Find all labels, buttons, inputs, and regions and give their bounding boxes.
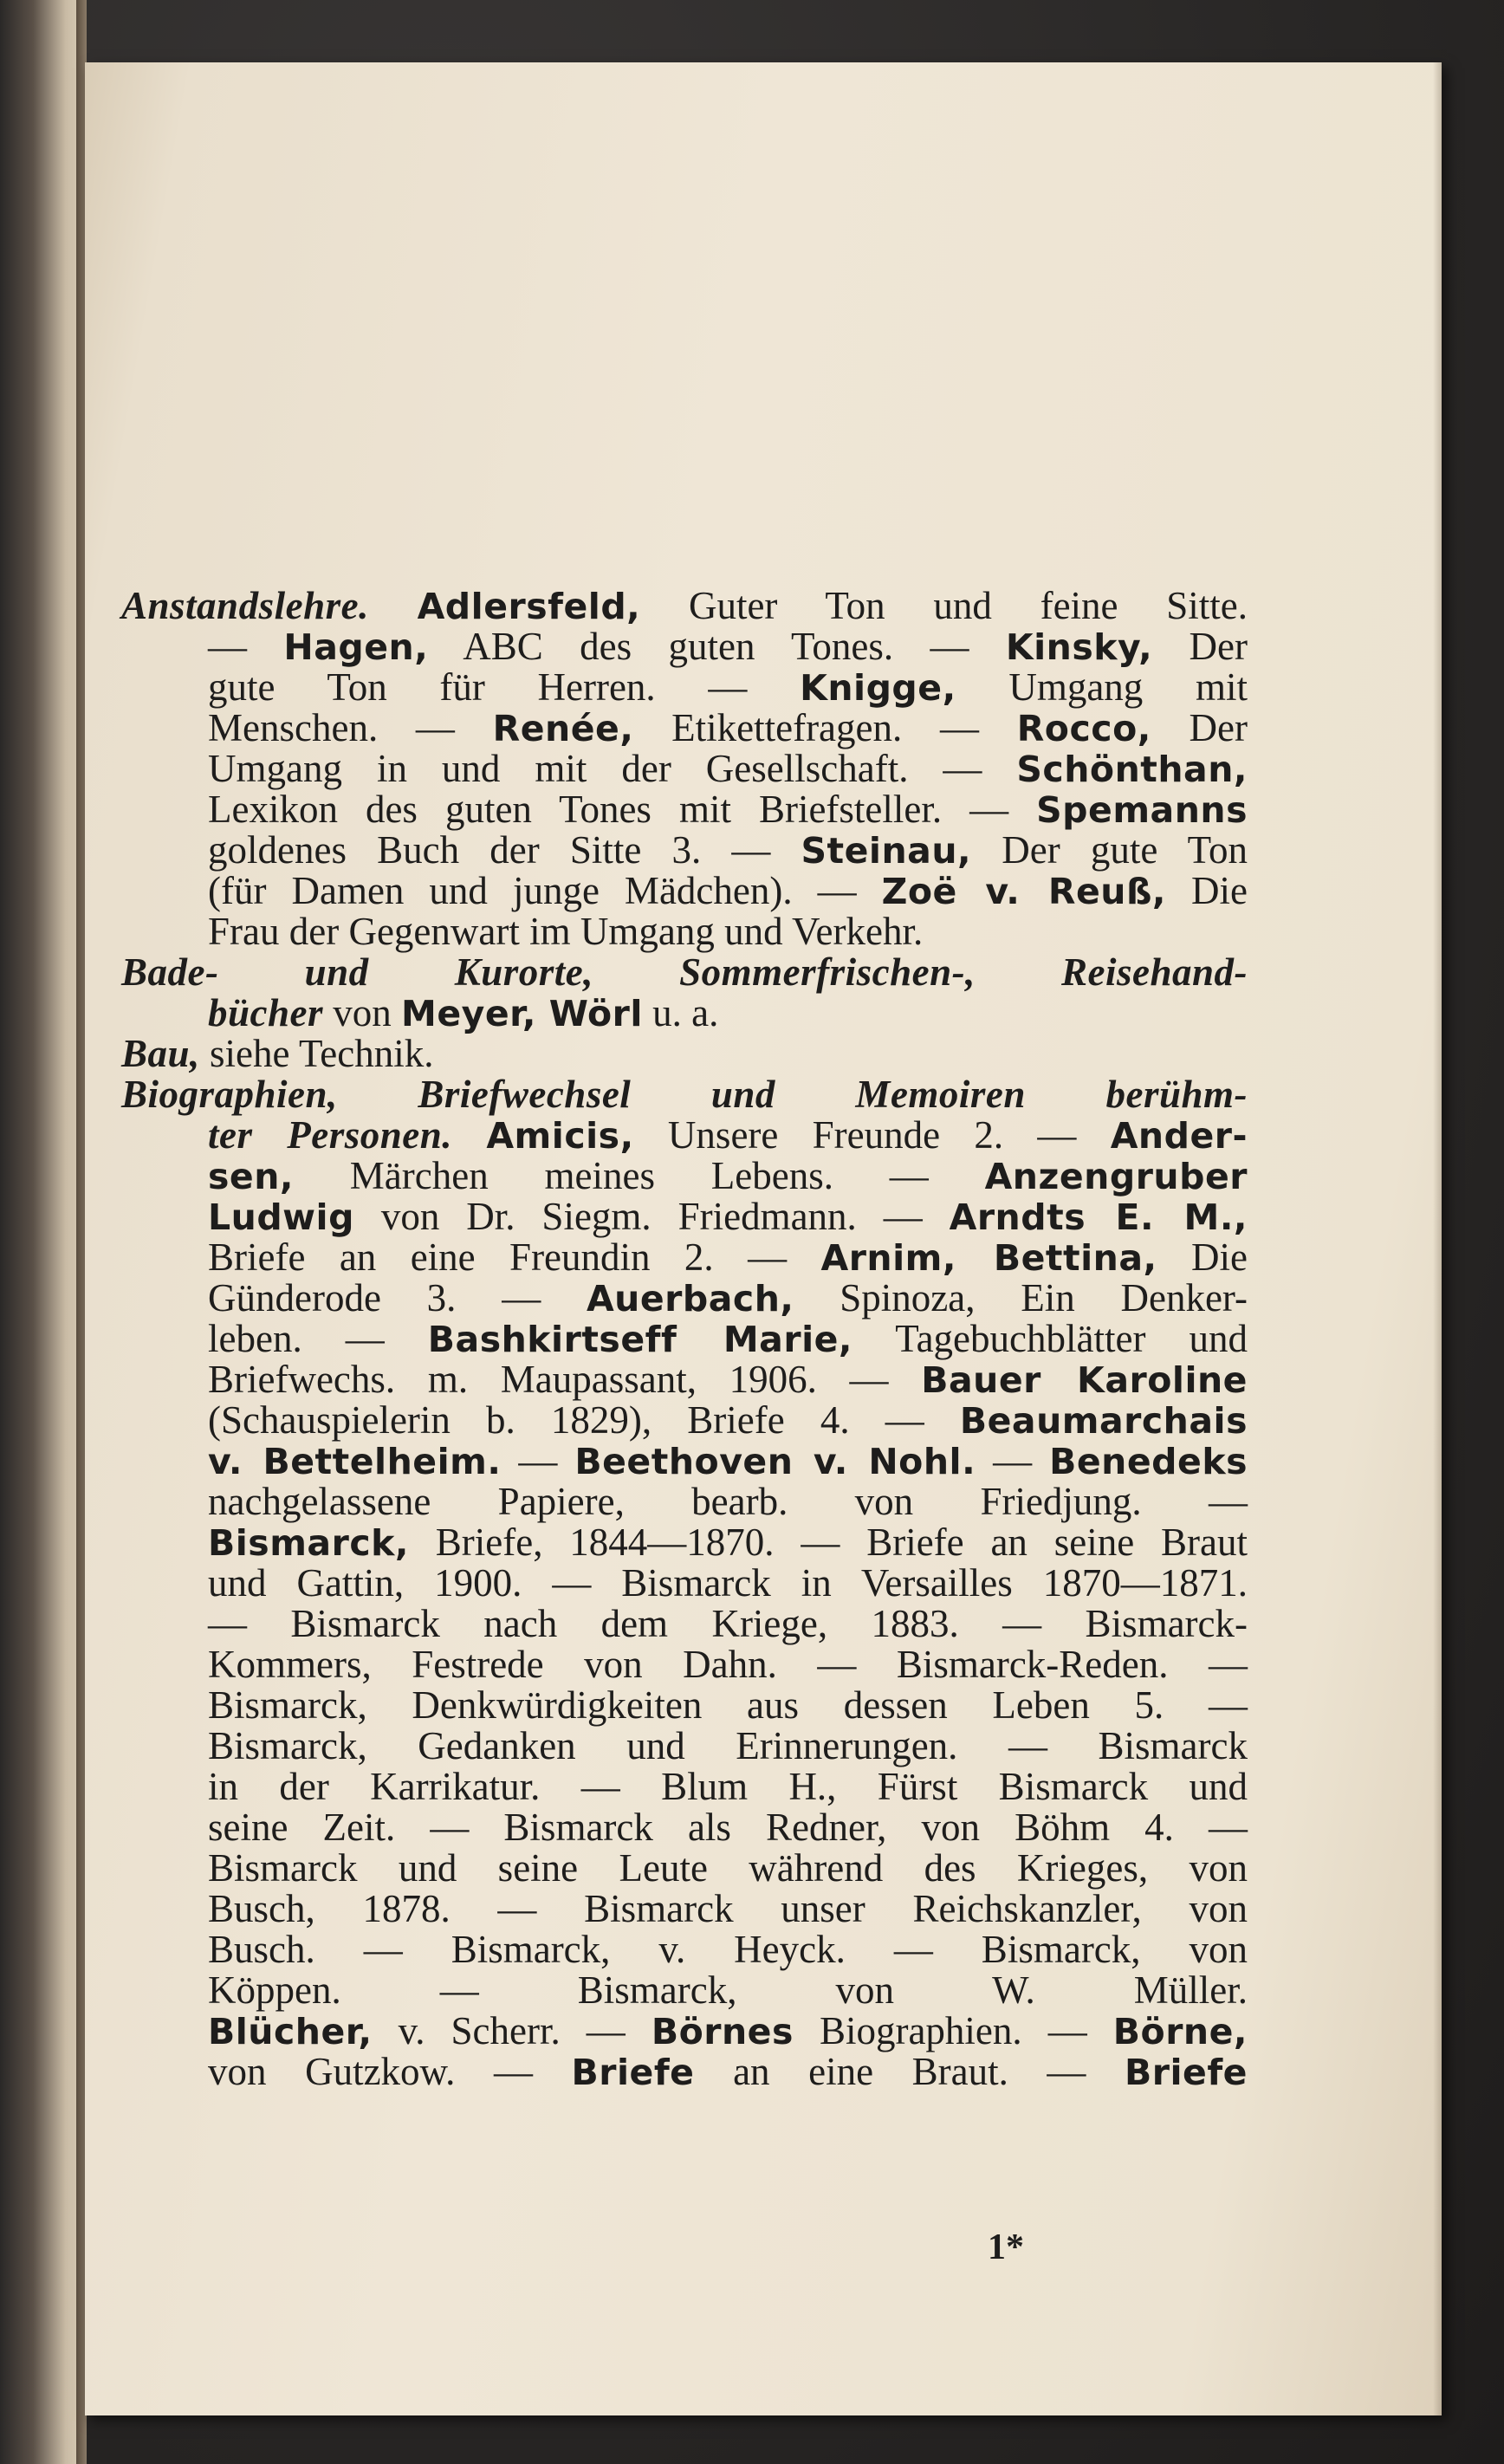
entry-line xyxy=(121,789,1248,830)
entry-text: (für Damen und junge Mädchen). — xyxy=(208,869,882,912)
entry-name: Anzengruber xyxy=(984,1156,1248,1197)
entry-name: Briefe xyxy=(571,2052,695,2093)
entry-line xyxy=(121,993,1248,1034)
entry-text: und Gattin, 1900. — Bismarck in Versailles 1870—1871. xyxy=(208,1561,1248,1605)
entry-name: Beaumarchais xyxy=(959,1400,1248,1442)
entry-text: — Bismarck nach dem Kriege, 1883. — Bismarck- xyxy=(208,1602,1248,1645)
entry-text: gute Ton für Herren. — xyxy=(208,665,801,709)
entry-line xyxy=(121,1563,1248,1604)
entry-name: Arnim, Bettina, xyxy=(820,1237,1157,1279)
entry-text: Die xyxy=(1166,869,1248,912)
entry-line xyxy=(121,1848,1248,1889)
entry-text: an eine Braut. — xyxy=(694,2050,1125,2093)
entry-name: Spemanns xyxy=(1036,789,1248,831)
entry-text: Briefwechs. m. Maupassant, 1906. — xyxy=(208,1358,922,1401)
entry-text: Der gute Ton xyxy=(971,828,1248,872)
entry-name: Zoë v. Reuß, xyxy=(881,871,1167,912)
entry-name: Benedeks xyxy=(1049,1441,1248,1482)
entry-name: Börnes xyxy=(651,2011,794,2052)
entry-line xyxy=(121,1034,1248,1074)
entry-line xyxy=(121,2011,1248,2052)
entry-name: Arndts E. M., xyxy=(949,1196,1248,1238)
entry-name: Ander- xyxy=(1110,1115,1248,1157)
entry-line xyxy=(121,1889,1248,1929)
left-page-edge xyxy=(0,0,82,2464)
entry-text: Bismarck und seine Leute während des Krieges, von xyxy=(208,1846,1248,1890)
entry-line xyxy=(121,1970,1248,2011)
entry-name: Knigge, xyxy=(800,667,956,709)
entry-text: Menschen. — xyxy=(208,706,493,749)
entry-line xyxy=(121,586,1248,626)
entry-name: Amicis, xyxy=(486,1115,634,1157)
entry-text: Briefe an eine Freundin 2. — xyxy=(208,1235,821,1279)
entry-line xyxy=(121,1400,1248,1441)
entry-line xyxy=(121,1196,1248,1237)
entry-name: Meyer, Wörl xyxy=(401,993,643,1034)
entry-text: (Schauspielerin b. 1829), Briefe 4. — xyxy=(208,1398,960,1442)
entry-text: — xyxy=(208,625,284,668)
entry-line xyxy=(121,1767,1248,1807)
entry-text: u. a. xyxy=(642,991,719,1034)
entry-heading: Biographien, Briefwechsel und Memoiren berühm- xyxy=(121,1073,1248,1116)
entry-name: Adlersfeld, xyxy=(417,586,641,627)
entry-text: Unsere Freunde 2. — xyxy=(633,1113,1111,1157)
entry-heading-continued: ter Personen. xyxy=(208,1113,453,1157)
entry-text: Märchen meines Lebens. — xyxy=(293,1154,985,1197)
entry-text: Etikettefragen. — xyxy=(633,706,1017,749)
entry-name: Rocco, xyxy=(1016,708,1151,749)
entry-text: in der Karrikatur. — Blum H., Fürst Bismarck und xyxy=(208,1765,1248,1808)
entry-line xyxy=(121,911,1248,952)
entry-text: Umgang in und mit der Gesellschaft. — xyxy=(208,747,1017,790)
entry-line xyxy=(121,1482,1248,1522)
entry-name: Bauer Karoline xyxy=(921,1359,1248,1401)
entry-text: Kommers, Festrede von Dahn. — Bismarck-Reden. — xyxy=(208,1643,1248,1686)
entry-name: Schönthan, xyxy=(1016,749,1248,790)
entry-name: Bismarck, xyxy=(208,1522,409,1564)
entry-text: — xyxy=(976,1439,1050,1482)
entry-heading: Bau, xyxy=(121,1032,200,1075)
entry-line xyxy=(121,1115,1248,1156)
entry-line xyxy=(121,1807,1248,1848)
entry-text: Spinoza, Ein Denker- xyxy=(794,1276,1248,1320)
entry-text: Bismarck, Denkwürdigkeiten aus dessen Leben 5. — xyxy=(208,1683,1248,1727)
entry-name: Hagen, xyxy=(283,626,429,668)
entry-name: Briefe xyxy=(1125,2052,1248,2093)
entry-text: leben. — xyxy=(208,1317,428,1360)
entry-line xyxy=(121,1237,1248,1278)
entry-line xyxy=(121,626,1248,667)
entry-text: — xyxy=(501,1439,575,1482)
entry-name: Börne, xyxy=(1112,2011,1248,2052)
entry-line xyxy=(121,1319,1248,1359)
entry-line xyxy=(121,1278,1248,1319)
entry-name: Ludwig xyxy=(208,1196,354,1238)
entry-text: Günderode 3. — xyxy=(208,1276,587,1320)
entry-text: Biographien. — xyxy=(793,2009,1113,2052)
entry-text: Tagebuchblätter und xyxy=(852,1317,1248,1360)
entry-name: Bashkirtseff Marie, xyxy=(427,1319,853,1360)
entry-text: Guter Ton und feine Sitte. xyxy=(640,584,1248,627)
entry-text: ABC des guten Tones. — xyxy=(428,625,1006,668)
entry-text: seine Zeit. — Bismarck als Redner, von Böhm 4. — xyxy=(208,1806,1248,1849)
entry-text: Frau der Gegenwart im Umgang und Verkehr. xyxy=(208,910,924,953)
entry-name: sen, xyxy=(208,1156,294,1197)
page-number: 1* xyxy=(988,2227,1024,2267)
entry-text: goldenes Buch der Sitte 3. — xyxy=(208,828,801,872)
entry-line xyxy=(121,830,1248,871)
entry-text: Der xyxy=(1151,706,1248,749)
entry-name: Renée, xyxy=(492,708,634,749)
entry-line xyxy=(121,1726,1248,1767)
entry-line xyxy=(121,1644,1248,1685)
page-edge-shadow xyxy=(1433,62,1442,2415)
index-text-block xyxy=(121,586,1248,2092)
entry-line xyxy=(121,667,1248,708)
entry-line xyxy=(121,1156,1248,1196)
entry-name: Auerbach, xyxy=(586,1278,794,1320)
entry-text: Umgang mit xyxy=(956,665,1248,709)
entry-line xyxy=(121,871,1248,911)
entry-name: Steinau, xyxy=(801,830,972,872)
entry-name: Kinsky, xyxy=(1005,626,1153,668)
entry-heading-continued: bücher xyxy=(208,991,324,1034)
entry-line xyxy=(121,749,1248,789)
entry-text: Die xyxy=(1157,1235,1248,1279)
entry-text: Busch. — Bismarck, v. Heyck. — Bismarck, von xyxy=(208,1928,1248,1971)
entry-line xyxy=(121,1359,1248,1400)
entry-line xyxy=(121,2052,1248,2092)
entry-heading: Anstandslehre. xyxy=(121,584,369,627)
entry-text: Der xyxy=(1152,625,1248,668)
entry-line xyxy=(121,1929,1248,1970)
entry-text: von xyxy=(333,991,402,1034)
entry-name: Beethoven v. Nohl. xyxy=(574,1441,976,1482)
entry-line xyxy=(121,1604,1248,1644)
entry-name: Blücher, xyxy=(208,2011,373,2052)
entry-line xyxy=(121,1522,1248,1563)
entry-line xyxy=(121,1074,1248,1115)
entry-name: v. Bettelheim. xyxy=(208,1441,502,1482)
entry-heading: Bade- und Kurorte, Sommerfrischen-, Reisehand- xyxy=(121,950,1248,994)
entry-line xyxy=(121,952,1248,993)
entry-text: Busch, 1878. — Bismarck unser Reichskanzler, von xyxy=(208,1887,1248,1930)
entry-line xyxy=(121,708,1248,749)
entry-line xyxy=(121,1441,1248,1482)
entry-text: nachgelassene Papiere, bearb. von Friedjung. — xyxy=(208,1480,1248,1523)
entry-text: Köppen. — Bismarck, von W. Müller. xyxy=(208,1968,1248,2012)
entry-text: Bismarck, Gedanken und Erinnerungen. — Bismarck xyxy=(208,1724,1248,1767)
entry-text: Lexikon des guten Tones mit Briefsteller. — xyxy=(208,788,1037,831)
entry-text: von Gutzkow. — xyxy=(208,2050,572,2093)
entry-text: siehe Technik. xyxy=(210,1032,434,1075)
entry-text: von Dr. Siegm. Friedmann. — xyxy=(353,1195,950,1238)
entry-line xyxy=(121,1685,1248,1726)
entry-text: v. Scherr. — xyxy=(372,2009,652,2052)
entry-text: Briefe, 1844—1870. — Briefe an seine Braut xyxy=(408,1521,1248,1564)
